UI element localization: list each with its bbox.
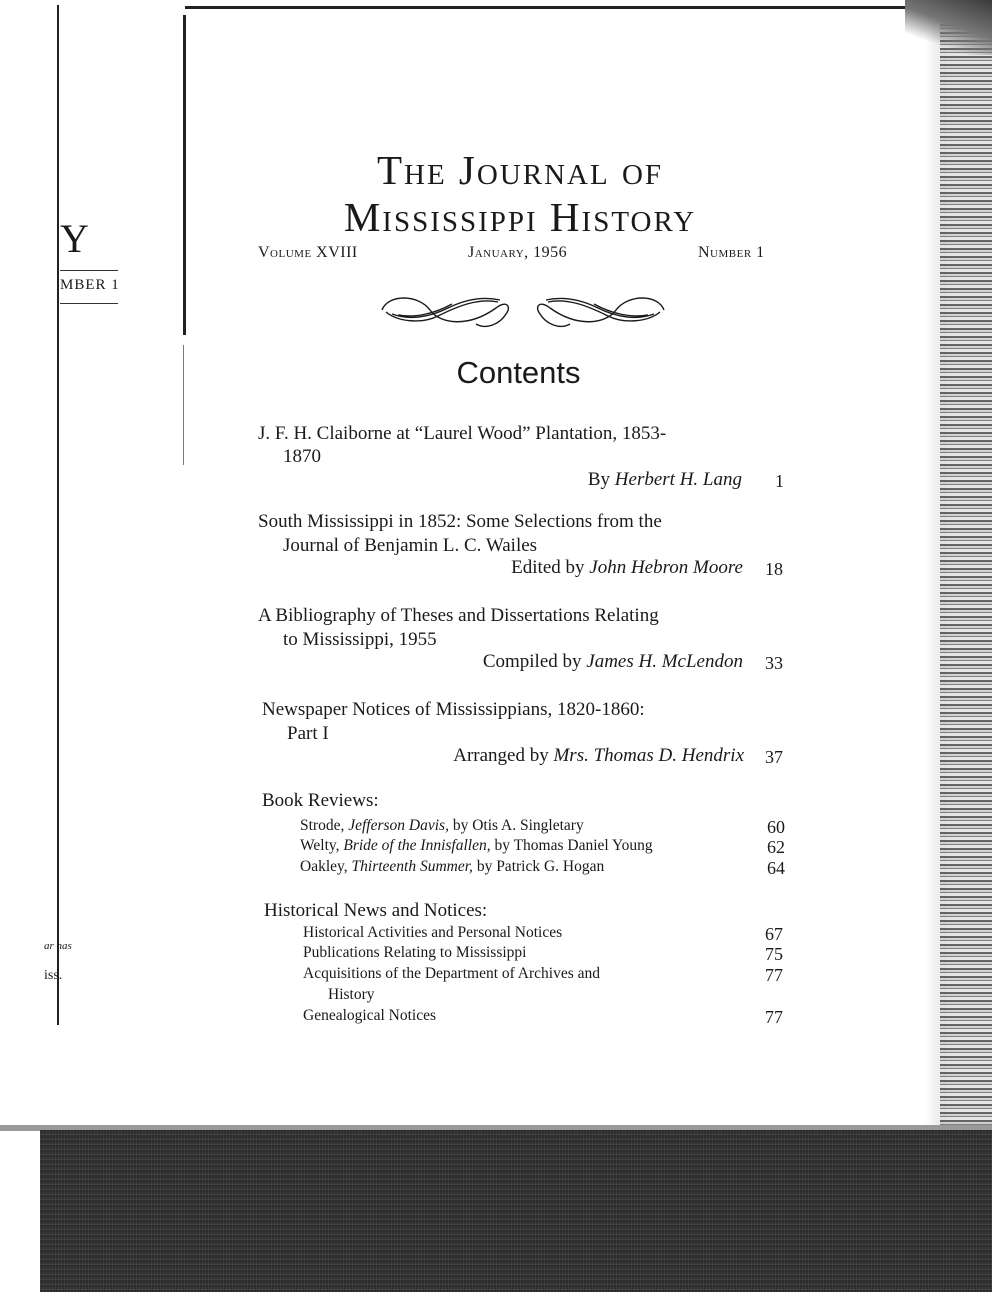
article-title: J. F. H. Claiborne at “Laurel Wood” Plantation, 1853- [258,423,667,444]
article-author: Mrs. Thomas D. Hendrix [553,745,744,766]
article-title-continued: 1870 [283,446,321,467]
adjacent-page-text-fragment: iss. [44,968,63,983]
reviewer: by Patrick G. Hogan [476,858,605,875]
page-number: 77 [765,965,783,985]
reviewed-author: Welty, [300,837,340,854]
adjacent-page-number-fragment: MBER 1 [60,277,120,293]
news-item: Acquisitions of the Department of Archives and [303,965,601,982]
bottom-scan-band [40,1130,992,1292]
volume-label: Volume XVIII [258,244,358,261]
article-title-continued: to Mississippi, 1955 [283,629,437,650]
news-item: Genealogical Notices [303,1007,436,1024]
page-number: 33 [765,653,783,673]
page-number: 37 [765,747,783,767]
article-title: Newspaper Notices of Mississippians, 1820-1860: [262,699,645,720]
credit-prefix: Edited by [511,557,585,578]
credit-prefix: By [587,469,611,490]
article-byline [400,557,743,579]
page-number: 60 [767,817,785,837]
reviewer: by Otis A. Singletary [452,817,584,834]
article-author: James H. McLendon [586,651,743,672]
news-item: Historical Activities and Personal Notices [303,924,563,941]
book-reviews-heading: Book Reviews: [262,790,379,811]
book-title: Bride of the Innisfallen, [343,837,491,854]
article-byline [400,651,743,673]
issue-date: January, 1956 [468,244,568,261]
article-byline [380,745,744,767]
article-title-continued: Journal of Benjamin L. C. Wailes [283,535,538,556]
issue-number: Number 1 [698,244,765,261]
article-title-continued: Part I [287,723,329,744]
journal-title-line1: The Journal of [376,147,664,193]
article-author: Herbert H. Lang [614,469,742,490]
page-number: 1 [775,471,784,491]
contents-heading: Contents [456,355,581,390]
page-number: 18 [765,559,783,579]
reviewed-author: Strode, [300,817,345,834]
adjacent-page-text-fragment: ar nas [44,940,72,952]
reviewer: by Thomas Daniel Young [494,837,653,854]
page-number: 77 [765,1007,783,1027]
adjacent-page-rule [60,303,118,304]
article-title: South Mississippi in 1852: Some Selections from the [258,511,662,532]
credit-prefix: Compiled by [482,651,582,672]
article-author: John Hebron Moore [589,557,743,578]
page-number: 67 [765,924,783,944]
flourish-ornament-icon [378,288,668,338]
news-item-continued: History [328,986,375,1003]
book-review-item [300,835,653,856]
book-title: Jefferson Davis, [348,817,449,834]
news-item: Publications Relating to Mississippi [303,944,527,961]
article-byline [400,469,742,491]
adjacent-page-letter: Y [60,216,89,261]
reviewed-author: Oakley, [300,858,348,875]
top-edge-line [185,6,955,9]
book-title: Thirteenth Summer, [351,858,473,875]
adjacent-page-rule [60,270,118,271]
article-title: A Bibliography of Theses and Dissertations Relating [258,605,659,626]
page-number: 64 [767,858,785,878]
page-number: 75 [765,944,783,964]
credit-prefix: Arranged by [453,745,549,766]
book-review-item [300,815,584,836]
page-number: 62 [767,837,785,857]
historical-news-heading: Historical News and Notices: [264,900,488,921]
corner-fold [905,0,992,55]
journal-title-line2: Mississippi History [343,194,697,240]
book-review-item [300,856,604,877]
